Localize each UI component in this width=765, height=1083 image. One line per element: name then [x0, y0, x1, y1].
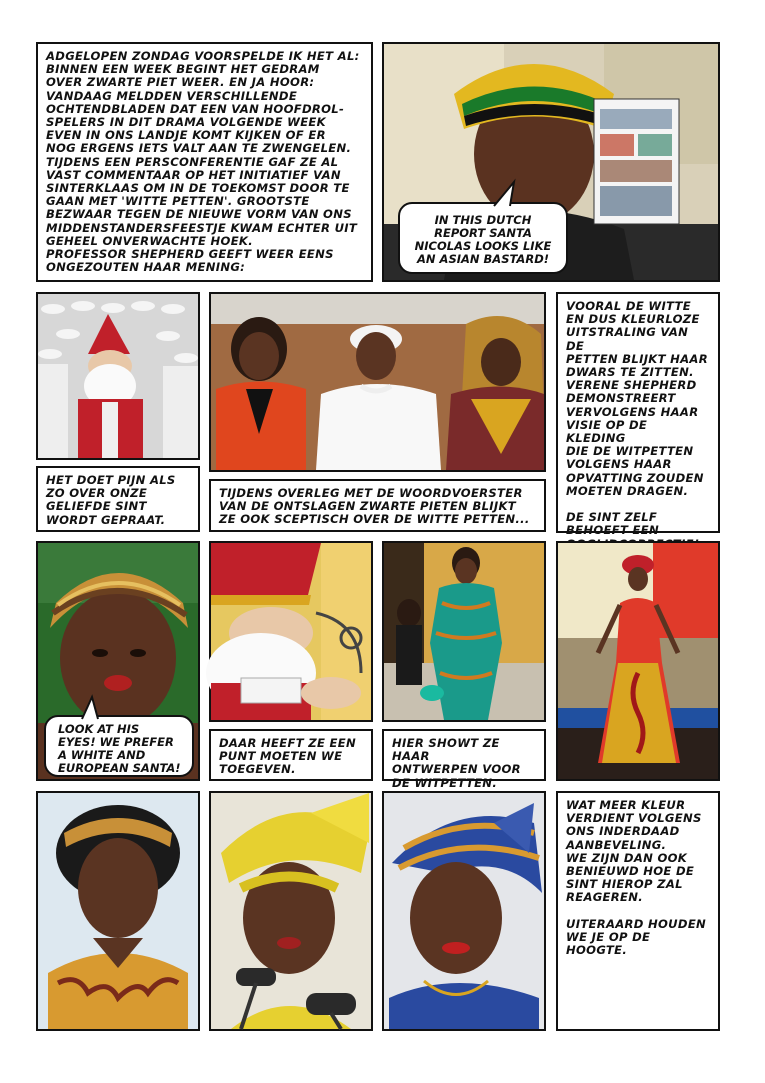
intro-text-panel: [36, 42, 373, 282]
caption-show-panel: [382, 729, 546, 790]
caption-meeting: TIJDENS OVERLEG MET DE WOORDVOERSTER VAN DE ONTSLAGEN ZWARTE PIETEN BLIJKT ZE OOK SCEPTISCH OVER DE WITTE PETTEN...: [219, 486, 530, 527]
side-text: VOORAL DE WITTE EN DUS KLEURLOZE UITSTRALING VAN DE PETTEN BLIJKT HAAR DWARS TE ZITTEN. VERENE SHEPHERD DEMONSTREERT VERVOLGENS HAAR VISIE OP DE KLEDING DIE DE WITPETTEN VOLGENS HAAR OPVATTING ZOUDEN MOETEN DRAGEN. DE SINT ZELF BEHOEFT EEN: [566, 299, 708, 538]
sint-navy-photo-panel: [36, 292, 200, 460]
portrait-headband-photo-panel: [36, 791, 200, 1031]
intro-text: ADGELOPEN ZONDAG VOORSPELDE IK HET AL: BINNEN EEN WEEK BEGINT HET GEDRAM OVER ZWARTE PIET WEER. EN JA HOOR: VANDAAG MELDDEN VERSCHILLENDE OCHTENDBLADEN DAT EEN VAN HOOFDROL- SPELERS IN DIT DRAMA VOLGENDE WEEK EVEN IN ONS LANDJE KOMT KIJKEN OF ER NOG ERGENS IETS VALT AAN TE ZWENGELEN. TIJDENS EEN PERSCONFERENTIE GAF ZE AL VAST COMMENTAAR OP HET INITIATIEF VAN SINTERKLAAS OM IN DE TOEKOMST DOOR TE GAAN MET 'WITTE PETTEN'. GROOTSTE BEZWAAR TEGEN DE NIEUWE VORM VAN ONS MIDDENSTANDERSFEESTJE KWAM ECHTER UIT GEHEEL ONVERWACHTE HOEK. PROFESSOR SHEPHERD GEEFT WEER EENS ONGEZOUTEN HAAR MENING:: [46, 49, 360, 275]
side-text-panel: [556, 292, 720, 538]
red-gown-photo-panel: [556, 541, 720, 781]
speech-bubble-eyes: LOOK AT HIS EYES! WE PREFER A WHITE AND EUROPEAN SANTA!: [44, 715, 194, 777]
sint-navy-photo: [38, 294, 198, 458]
red-gown-photo: [558, 543, 718, 779]
portrait-headband-photo: [38, 793, 198, 1029]
speech-bubble-asian: IN THIS DUTCH REPORT SANTA NICOLAS LOOKS LIKE AN ASIAN BASTARD!: [398, 202, 568, 274]
caption-pain-panel: [36, 466, 200, 532]
meeting-photo: [211, 294, 544, 470]
sint-closeup-photo-panel: [209, 541, 373, 722]
press-conference-photo-panel: [382, 42, 720, 282]
headwrap-speaking-photo-panel: [36, 541, 200, 781]
yellow-headwrap-photo-panel: [209, 791, 373, 1031]
sint-closeup-photo: [211, 543, 371, 720]
speech-bubble-tail: [492, 180, 522, 206]
closing-text-panel: [556, 791, 720, 1031]
teal-dress-photo-panel: [382, 541, 546, 722]
blue-headwrap-photo-panel: [382, 791, 546, 1031]
yellow-headwrap-photo: [211, 793, 371, 1029]
speech-bubble-tail: [78, 695, 104, 719]
caption-admit-panel: [209, 729, 373, 781]
caption-pain: HET DOET PIJN ALS ZO OVER ONZE GELIEFDE SINT WORDT GEPRAAT.: [46, 473, 176, 527]
meeting-photo-panel: [209, 292, 546, 472]
caption-meeting-panel: [209, 479, 546, 532]
caption-admit: DAAR HEEFT ZE EEN PUNT MOETEN WE TOEGEVEN.: [219, 736, 356, 777]
blue-headwrap-photo: [384, 793, 544, 1029]
teal-dress-photo: [384, 543, 544, 720]
caption-show: HIER SHOWT ZE HAAR ONTWERPEN VOOR DE WITPETTEN.: [392, 736, 521, 790]
closing-text: WAT MEER KLEUR VERDIENT VOLGENS ONS INDERDAAD AANBEVELING. WE ZIJN DAN OOK BENIEUWD HOE DE SINT HIEROP ZAL REAGEREN. UITERAARD HOUDEN WE JE OP DE HOOGTE.: [566, 798, 707, 958]
